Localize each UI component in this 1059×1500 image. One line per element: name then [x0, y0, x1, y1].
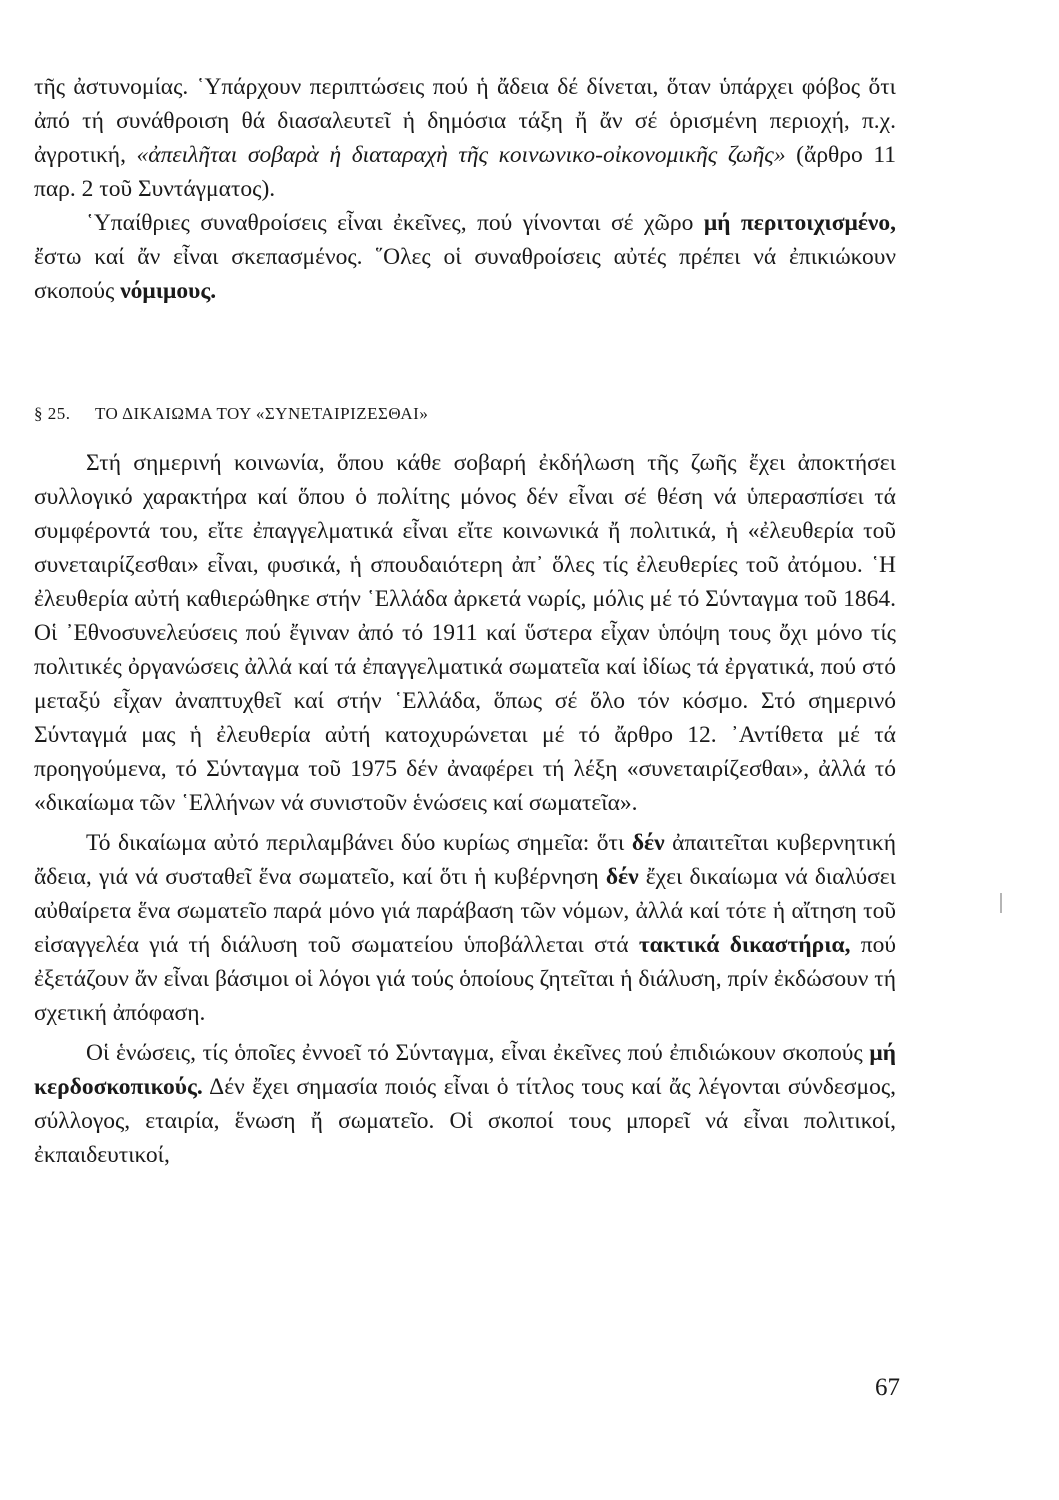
- section-number: § 25.: [34, 404, 71, 423]
- bold-emphasis: μή κερδοσκοπικούς.: [34, 1040, 896, 1100]
- text-run: ἔστω καί ἄν εἶναι σκεπασμένος. ῞Ολες οἱ συναθροίσεις αὐτές πρέπει νά ἐπικιώκουν σκοπούς: [34, 244, 896, 304]
- text-run: Στή σημερινή κοινωνία, ὅπου κάθε σοβαρή ἐκδήλωση τῆς ζωῆς ἔχει ἀποκτήσει συλλογικό χαρακτήρα καί ὅπου ὁ πολίτης μόνος δέν εἶναι σέ θέση νά ὑπερασπίσει τά συμφέροντά του, εἴτε ἐπαγγελματικά εἶναι εἴτε κοινωνικά ἤ πολιτικά, ἡ «ἐλευθερία τοῦ συνεταιρίζεσθαι» εἶναι, φυσικά, ἡ σπουδαιότερη ἀπ᾽ ὅλες τίς ἐλευθερίες τοῦ ἀτόμου. ῾Η ἐλευθερία αὐτή καθιερώθηκε στήν ῾Ελλάδα ἀρκετά νωρίς, μόλις μέ τό Σύνταγμα τοῦ 1864. Οἱ ᾽Εθνοσυνελεύσεις πού ἔγιναν ἀπό τό 1911 καί ὕστερα εἶχαν ὑπόψη τους ὄχι μόνο τίς πολιτικές ὀργανώσεις ἀλλά καί τά ἐπαγγελματικά σωματεῖα καί ἰδίως τά ἐργατικά, πού στό μεταξύ εἶχαν ἀναπτυχθεῖ καί στήν ῾Ελλάδα, ὅπως σέ ὅλο τόν κόσμο. Στό σημερινό Σύνταγμά μας ἡ ἐλευθερία αὐτή κατοχυρώνεται μέ τό ἄρθρο 12. ᾽Αντίθετα μέ τά προηγούμενα, τό Σύνταγμα τοῦ 1975 δέν ἀναφέρει τή λέξη «συνεταιρίζεσθαι», ἀλλά τό «δικαίωμα τῶν ῾Ελλήνων νά συνιστοῦν ἑνώσεις καί σωματεῖα».: [34, 450, 896, 816]
- text-run: ῾Υπαίθριες συναθροίσεις εἶναι ἐκεῖνες, πού γίνονται σέ χῶρο: [86, 210, 704, 236]
- bold-emphasis: δέν: [605, 864, 639, 890]
- text-run: πού ἐξετάζουν ἄν εἶναι βάσιμοι οἱ λόγοι γιά τούς ὁποίους ζητεῖται ἡ διάλυση, πρίν ἐκδώσουν τή σχετική ἀπόφαση.: [34, 932, 897, 1026]
- text-run: τῆς ἀστυνομίας. ῾Υπάρχουν περιπτώσεις πού ἡ ἄδεια δέ δίνεται, ὅταν ὑπάρχει φόβος ὅτι ἀπό τή συνάθροιση θά διασαλευτεῖ ἡ δημόσια τάξη ἤ ἄν σέ ὁρισμένη περιοχή, π.χ. ἀγροτική,: [34, 74, 896, 168]
- paragraph-police-permit: [34, 70, 896, 206]
- text-run: Δέν ἔχει σημασία ποιός εἶναι ὁ τίτλος τους καί ἄς λέγονται σύνδεσμος, σύλλογος, εταιρία, ἕνωση ἤ σωματεῖο. Οἱ σκοποί τους μπορεῖ νά εἶναι πολιτικοί, ἐκπαιδευτικοί,: [34, 1074, 896, 1168]
- paragraph-right-content: [34, 826, 896, 1030]
- section-heading: [34, 402, 896, 426]
- margin-scan-mark: [1000, 893, 1002, 913]
- page-number: 67: [875, 1374, 900, 1401]
- paragraph-association-freedom: [34, 446, 896, 820]
- italic-quote: «ἀπειλῆται σοβαρὰ ἡ διαταραχὴ τῆς κοινωνικο-οἰκονομικῆς ζωῆς»: [136, 142, 786, 168]
- text-run: ἀπαιτεῖται κυβερνητική ἄδεια, γιά νά συσταθεῖ ἕνα σωματεῖο, καί ὅτι ἡ κυβέρνηση: [34, 830, 896, 890]
- text-run: (ἄρθρο 11 παρ. 2 τοῦ Συντάγματος).: [34, 142, 896, 202]
- section-title: ΤΟ ΔΙΚΑΙΩΜΑ ΤΟΥ «ΣΥΝΕΤΑΙΡΙΖΕΣΘΑΙ»: [94, 404, 429, 423]
- bold-emphasis: μή περιτοιχισμένο,: [703, 210, 896, 236]
- body-text: [34, 446, 896, 1172]
- bold-emphasis: τακτικά δικαστήρια,: [638, 932, 851, 958]
- text-run: Οἱ ἑνώσεις, τίς ὁποῖες ἐννοεῖ τό Σύνταγμα, εἶναι ἐκεῖνες πού ἐπιδιώκουν σκοπούς: [86, 1040, 870, 1066]
- bold-emphasis: δέν: [631, 830, 665, 856]
- intro-text: [34, 70, 896, 308]
- paragraph-outdoor-gatherings: [34, 206, 896, 308]
- bold-emphasis: νόμιμους.: [120, 278, 217, 304]
- paragraph-nonprofit-unions: [34, 1036, 896, 1172]
- text-run: Τό δικαίωμα αὐτό περιλαμβάνει δύο κυρίως σημεῖα: ὅτι: [86, 830, 632, 856]
- text-run: ἔχει δικαίωμα νά διαλύσει αὐθαίρετα ἕνα σωματεῖο παρά μόνο γιά παράβαση τῶν νόμων, ἀλλά καί τότε ἡ αἴτηση τοῦ εἰσαγγελέα γιά τή διάλυση τοῦ σωματείου ὑποβάλλεται στά: [34, 864, 896, 958]
